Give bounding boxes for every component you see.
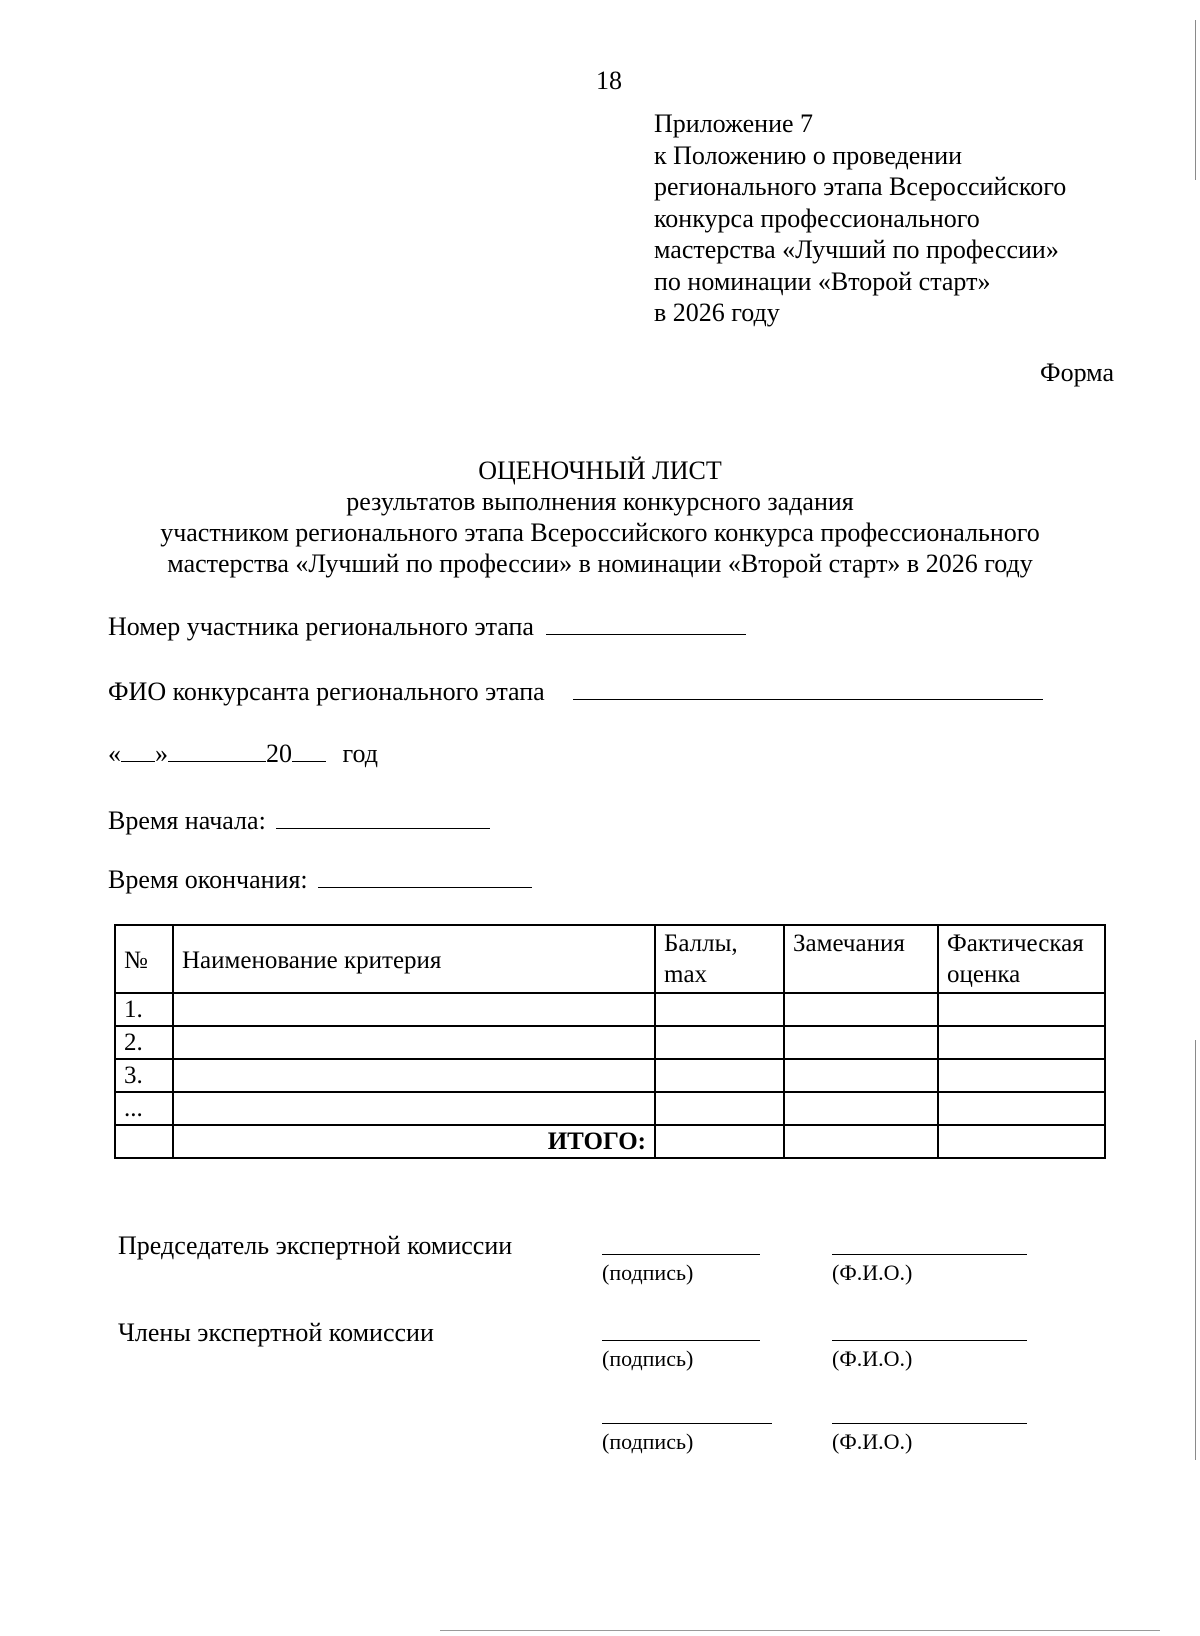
members-label: Члены экспертной комиссии [118, 1318, 434, 1347]
remarks-cell[interactable] [784, 1092, 938, 1125]
participant-number-field [108, 612, 746, 642]
appendix-line: Приложение 7 [654, 109, 814, 138]
total-max-points-cell[interactable] [655, 1125, 784, 1158]
date-year-word: год [342, 739, 378, 768]
row-number: 3. [115, 1059, 173, 1092]
table-row [115, 1026, 1105, 1059]
appendix-line: в 2026 году [654, 298, 780, 327]
header-number: № [115, 925, 173, 993]
appendix-block [654, 108, 1066, 329]
scan-bottom-artifact [440, 1630, 1160, 1631]
participant-name-label: ФИО конкурсанта регионального этапа [108, 677, 545, 706]
criterion-cell[interactable] [173, 1026, 655, 1059]
table-row [115, 1092, 1105, 1125]
remarks-cell[interactable] [784, 993, 938, 1026]
remarks-cell[interactable] [784, 1026, 938, 1059]
max-points-cell[interactable] [655, 993, 784, 1026]
total-remarks-cell[interactable] [784, 1125, 938, 1158]
title-line: результатов выполнения конкурсного задания [346, 487, 854, 516]
appendix-line: к Положению о проведении [654, 140, 963, 170]
actual-score-cell[interactable] [938, 1092, 1105, 1125]
date-field [108, 739, 378, 769]
chairman-name-caption: (Ф.И.О.) [832, 1260, 913, 1285]
member-2-signature-line[interactable] [602, 1423, 772, 1424]
score-table [114, 924, 1106, 1159]
table-header-row [115, 925, 1105, 993]
chairman-signature-line[interactable] [602, 1254, 760, 1255]
header-remarks: Замечания [784, 925, 938, 993]
row-number: 2. [115, 1026, 173, 1059]
total-label: ИТОГО: [173, 1125, 655, 1158]
appendix-line: конкурса профессионального [654, 203, 980, 233]
start-time-line[interactable] [276, 827, 490, 829]
date-open-quote: « [108, 739, 121, 768]
chairman-label: Председатель экспертной комиссии [118, 1231, 513, 1260]
date-year-line[interactable] [292, 760, 326, 762]
member-1-name-caption: (Ф.И.О.) [832, 1346, 913, 1371]
participant-name-field [108, 677, 1043, 707]
date-close-quote: » [155, 739, 168, 768]
start-time-field [108, 806, 490, 836]
appendix-line: по номинации «Второй старт» [654, 266, 991, 296]
member-2-name-caption: (Ф.И.О.) [832, 1429, 913, 1454]
end-time-field [108, 865, 532, 895]
criterion-cell[interactable] [173, 1092, 655, 1125]
member-1-signature-line[interactable] [602, 1340, 760, 1341]
appendix-line: регионального этапа Всероссийского [654, 172, 1067, 201]
actual-score-cell[interactable] [938, 1059, 1105, 1092]
title-main: ОЦЕНОЧНЫЙ ЛИСТ [478, 456, 722, 485]
document-title [0, 455, 1200, 579]
criterion-cell[interactable] [173, 1059, 655, 1092]
row-number: 1. [115, 993, 173, 1026]
max-points-cell[interactable] [655, 1092, 784, 1125]
title-line: мастерства «Лучший по профессии» в номинации «Второй старт» в 2026 году [167, 549, 1033, 578]
end-time-label: Время окончания: [108, 865, 308, 894]
chairman-name-line[interactable] [832, 1254, 1027, 1255]
date-month-line[interactable] [168, 760, 266, 762]
table-row [115, 1059, 1105, 1092]
participant-number-label: Номер участника регионального этапа [108, 612, 534, 641]
header-max-points: Баллы, max [655, 925, 784, 993]
member-2-signature-caption: (подпись) [602, 1429, 694, 1454]
table-row [115, 993, 1105, 1026]
max-points-cell[interactable] [655, 1059, 784, 1092]
form-label: Форма [1040, 358, 1114, 387]
participant-name-line[interactable] [573, 698, 1043, 700]
page-number: 18 [596, 66, 622, 95]
total-number-cell [115, 1125, 173, 1158]
title-line: участником регионального этапа Всероссийского конкурса профессионального [160, 518, 1040, 547]
end-time-line[interactable] [318, 886, 532, 888]
total-actual-score-cell[interactable] [938, 1125, 1105, 1158]
participant-number-line[interactable] [546, 633, 746, 635]
chairman-signature-caption: (подпись) [602, 1260, 694, 1285]
actual-score-cell[interactable] [938, 1026, 1105, 1059]
header-actual-score: Фактическая оценка [938, 925, 1105, 993]
member-2-name-line[interactable] [832, 1423, 1027, 1424]
scan-edge-artifact [1195, 1040, 1196, 1460]
member-1-name-line[interactable] [832, 1340, 1027, 1341]
appendix-line: мастерства «Лучший по профессии» [654, 235, 1059, 264]
member-1-signature-caption: (подпись) [602, 1346, 694, 1371]
actual-score-cell[interactable] [938, 993, 1105, 1026]
criterion-cell[interactable] [173, 993, 655, 1026]
max-points-cell[interactable] [655, 1026, 784, 1059]
table-total-row [115, 1125, 1105, 1158]
date-day-line[interactable] [121, 760, 155, 762]
start-time-label: Время начала: [108, 806, 266, 835]
scan-edge-artifact [1195, 20, 1196, 180]
row-number: ... [115, 1092, 173, 1125]
date-century: 20 [266, 739, 292, 768]
remarks-cell[interactable] [784, 1059, 938, 1092]
header-criterion: Наименование критерия [173, 925, 655, 993]
